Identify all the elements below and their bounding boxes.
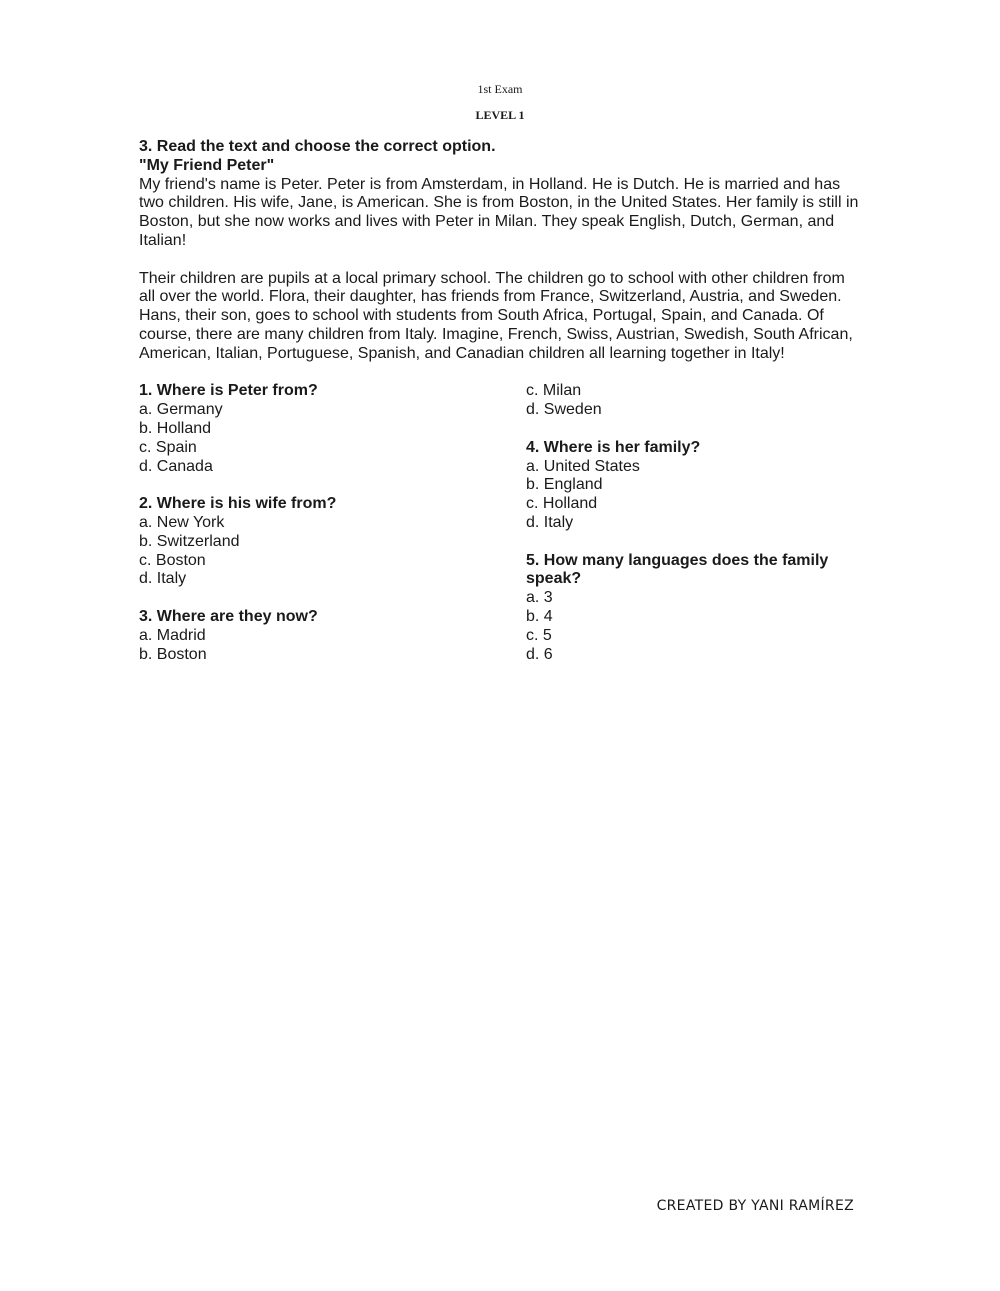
question-4 (526, 439, 861, 533)
question-2 (139, 495, 526, 589)
exam-content (139, 138, 861, 664)
answer-option[interactable]: d. Canada (139, 457, 213, 475)
answer-option[interactable]: a. Germany (139, 401, 223, 419)
exam-level: LEVEL 1 (475, 108, 525, 122)
question-title: 2. Where is his wife from? (139, 495, 337, 513)
answer-option[interactable]: d. Italy (526, 513, 574, 531)
question-title: 1. Where is Peter from? (139, 382, 318, 400)
answer-option[interactable]: b. Boston (139, 645, 207, 663)
answer-option[interactable]: a. Madrid (139, 626, 206, 644)
answer-option[interactable]: a. 3 (526, 589, 553, 607)
answer-option[interactable]: d. 6 (526, 645, 553, 663)
story-paragraph: Their children are pupils at a local primary school. The children go to school with other children from all over the world. Flora, their daughter, has friends from France, Switzerland, Austria, and Sweden. Hans, their son, goes to school with students from South Africa, Portugal, Spain, and Canada. Of course, there are many children from Italy. Imagine, French, Swiss, Austrian, Swedish, South African, American, Italian, Portuguese, Spanish, and Canadian children all learning together in Italy! (139, 269, 853, 362)
answer-option[interactable]: c. 5 (526, 626, 552, 644)
answer-option[interactable]: c. Holland (526, 495, 598, 513)
question-5 (526, 552, 861, 665)
answer-option[interactable]: c. Spain (139, 438, 197, 456)
section-instruction: 3. Read the text and choose the correct option. (139, 138, 496, 155)
answer-option[interactable]: c. Boston (139, 551, 206, 569)
answer-option[interactable]: b. Switzerland (139, 532, 240, 550)
question-title: 4. Where is her family? (526, 438, 701, 456)
answer-option[interactable]: b. 4 (526, 607, 553, 625)
answer-option[interactable]: c. Milan (526, 382, 582, 400)
questions-right-column (526, 382, 861, 664)
questions-area (139, 382, 861, 664)
story-paragraph: My friend's name is Peter. Peter is from Amsterdam, in Holland. He is Dutch. He is married and has two children. His wife, Jane, is American. She is from Boston, in the United States. Her family is still in Boston, but she now works and lives with Peter in Milan. They speak English, Dutch, German, and Italian! (139, 175, 859, 249)
answer-option[interactable]: a. United States (526, 457, 640, 475)
author-credit: CREATED BY YANI RAMÍREZ (656, 1198, 854, 1214)
answer-option[interactable]: b. Holland (139, 419, 212, 437)
question-3 (139, 608, 526, 664)
question-title: 3. Where are they now? (139, 607, 318, 625)
question-1 (139, 382, 526, 476)
answer-option[interactable]: a. New York (139, 513, 225, 531)
question-3-continued (526, 382, 861, 420)
answer-option[interactable]: b. England (526, 476, 603, 494)
exam-title: 1st Exam (477, 82, 523, 96)
answer-option[interactable]: d. Italy (139, 570, 187, 588)
questions-left-column (139, 382, 526, 664)
answer-option[interactable]: d. Sweden (526, 401, 602, 419)
story-title: "My Friend Peter" (139, 156, 275, 174)
question-title: 5. How many languages does the family speak? (526, 551, 829, 588)
